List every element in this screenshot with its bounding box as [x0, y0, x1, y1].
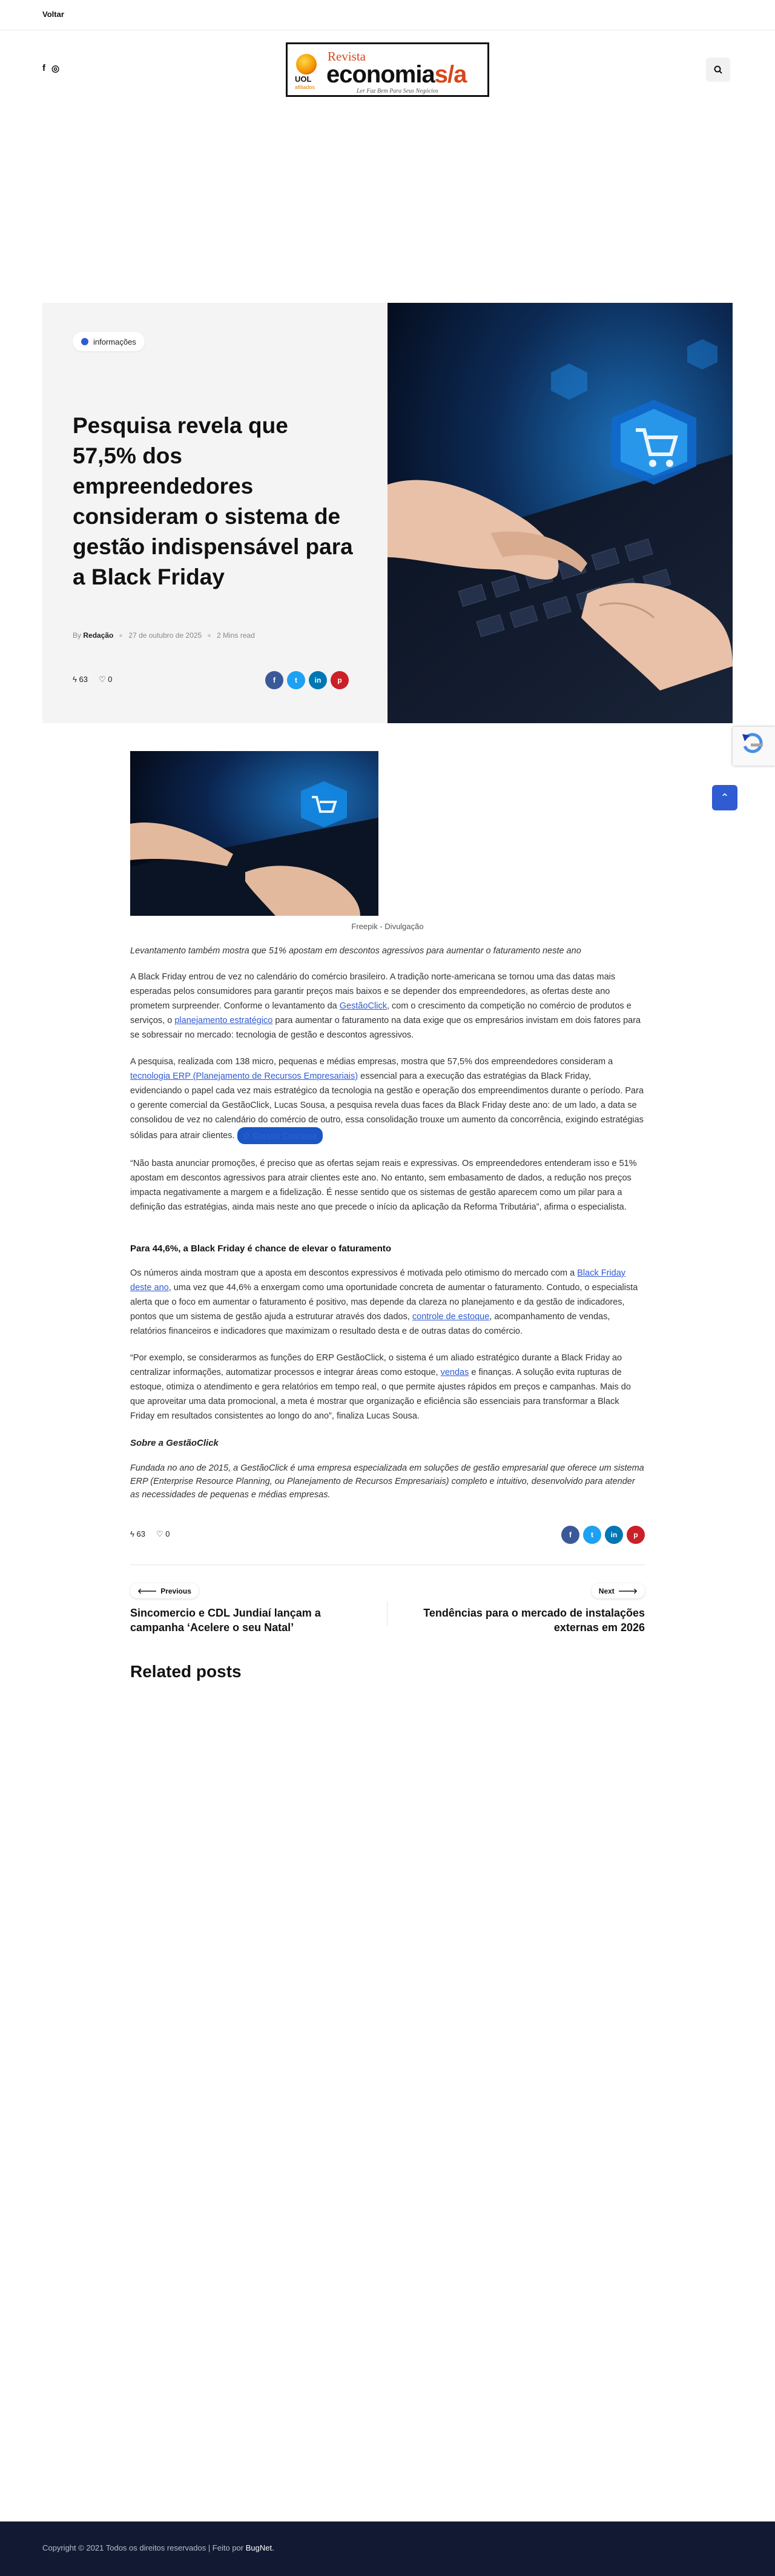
paragraph-5-text-a: “Por exemplo, se considerarmos as funções do ERP GestãoClick, o sistema é um aliado estratégico durante a Black Friday ao centralizar informações, automatizar processos e integrar áreas como estoque,	[130, 1353, 622, 1377]
chevron-up-icon: ⌃	[720, 791, 730, 804]
author-line	[73, 631, 113, 640]
paragraph-4-text-a: Os números ainda mostram que a aposta em descontos expressivos é motivada pelo otimismo do mercado com a	[130, 1268, 578, 1278]
post-navigation	[130, 1583, 645, 1644]
article-photo-illustration	[130, 751, 378, 916]
share-count	[73, 675, 88, 684]
read-time: 2 Mins read	[217, 631, 255, 640]
hero-text	[42, 303, 388, 723]
hero-image	[388, 303, 733, 723]
image-caption: Freepik - Divulgação	[351, 922, 424, 931]
paragraph-4-text-c: , acompanhamento de vendas, relatórios financeiros e indicadores que maximizam o resultado desta e de outras datas do comércio.	[130, 1312, 610, 1336]
recaptcha-icon	[733, 727, 775, 766]
section-heading: Para 44,6%, a Black Friday é chance de elevar o faturamento	[130, 1243, 392, 1254]
share-count-bottom	[130, 1529, 145, 1539]
post-stats	[73, 675, 113, 684]
coursera-badge[interactable]	[237, 1127, 323, 1144]
paragraph-1-text-c: para aumentar o faturamento na data exige que os empresários invistam em dois fatores para se sobressair no mercado: tecnologia de gestão e descontos agressivos.	[130, 1016, 641, 1040]
share-pinterest-button[interactable]: p	[331, 671, 349, 689]
back-link[interactable]: Voltar	[42, 10, 64, 19]
paragraph-5	[130, 1351, 645, 1423]
author-name[interactable]: Redação	[83, 631, 114, 640]
like-count-value: 0	[108, 675, 113, 684]
share-linkedin-button[interactable]: in	[309, 671, 327, 689]
lightning-icon: ϟ	[73, 675, 77, 684]
share-pinterest-button[interactable]: p	[627, 1526, 645, 1544]
facebook-icon[interactable]: f	[42, 63, 45, 73]
divider	[130, 1564, 645, 1565]
previous-label: Previous	[160, 1586, 191, 1595]
next-post-title[interactable]: Tendências para o mercado de instalações externas em 2026	[423, 1607, 645, 1634]
share-linkedin-button[interactable]: in	[605, 1526, 623, 1544]
site-footer	[0, 2521, 775, 2576]
logo-uol-text: UOL	[295, 74, 312, 84]
tecnologia-erp-link[interactable]: tecnologia ERP (Planejamento de Recursos Empresariais)	[130, 1071, 358, 1081]
site-header	[0, 36, 775, 103]
next-post[interactable]	[403, 1583, 645, 1635]
share-facebook-button[interactable]: f	[265, 671, 283, 689]
category-pill[interactable]	[73, 332, 145, 351]
previous-post[interactable]	[130, 1583, 372, 1635]
coursera-badge-label: Cursos Coursera	[252, 1131, 317, 1140]
site-logo[interactable]	[286, 42, 489, 97]
arrow-right-icon: 🡒	[618, 1587, 638, 1595]
instagram-icon[interactable]: ◎	[51, 64, 60, 74]
paragraph-1-text-b: , com o crescimento da competição no comércio de produtos e serviços, o	[130, 1001, 632, 1025]
search-icon	[714, 65, 722, 74]
next-button[interactable]	[592, 1583, 645, 1598]
post-date: 27 de outubro de 2025	[128, 631, 202, 640]
paragraph-1-text-a: A Black Friday entrou de vez no calendário do comércio brasileiro. A tradição norte-americana se tornou uma das datas mais esperadas pelos consumidores para garantir preços mais baixos e se depender dos empreendedores, as ofertas deste ano prometem surpreender. Conforme o levantamento da	[130, 972, 616, 1011]
share-count-value: 63	[79, 675, 88, 684]
share-buttons-bottom	[561, 1526, 645, 1544]
black-friday-link[interactable]: Black Friday deste ano	[130, 1268, 626, 1293]
uol-globe-icon	[296, 54, 317, 74]
share-twitter-button[interactable]: t	[583, 1526, 601, 1544]
post-meta	[73, 631, 255, 640]
share-twitter-button[interactable]: t	[287, 671, 305, 689]
paragraph-2	[130, 1055, 645, 1144]
recaptcha-badge[interactable]	[733, 727, 775, 766]
share-buttons	[265, 671, 349, 689]
vendas-link[interactable]: vendas	[440, 1368, 469, 1377]
related-posts-heading: Related posts	[130, 1662, 242, 1681]
like-count-bottom[interactable]	[156, 1529, 170, 1539]
paragraph-4-text-b: , uma vez que 44,6% a enxergam como uma oportunidade concreta de aumentar o faturamento. Contudo, o especialista alerta que o foco em aumentar o faturamento é positivo, mas depende da clareza no planejamento e da gestão de indicadores, pontos que um sistema de gestão ajuda a estruturar através dos dados,	[130, 1283, 638, 1322]
post-stats-bottom	[130, 1529, 170, 1539]
lightning-icon: ϟ	[130, 1529, 134, 1538]
paragraph-3: “Não basta anunciar promoções, é preciso que as ofertas sejam reais e expressivas. Os empreendedores entenderam isso e 51% apostam em descontos agressivos para atrair clientes este ano. No entanto, sem embasamento de dados, a redução nos preços impacta negativamente a margem e a fidelização. É nesse sentido que os sistemas de gestão aparecem como um pilar para a definição das estratégias, ainda mais neste ano que precede o início da aplicação da Reforma Tributária”, afirma o especialista.	[130, 1159, 637, 1212]
paragraph-1	[130, 970, 645, 1042]
bugnet-link[interactable]: BugNet.	[245, 2543, 274, 2552]
logo-brand-main: economia	[326, 61, 435, 88]
back-to-top-button[interactable]	[712, 785, 737, 810]
coursera-icon: ⊙	[243, 1131, 250, 1140]
previous-button[interactable]	[130, 1583, 199, 1598]
article-lede: Levantamento também mostra que 51% apostam em descontos agressivos para aumentar o faturamento neste ano	[130, 946, 581, 956]
category-label: informações	[93, 337, 136, 346]
category-dot-icon	[81, 338, 88, 345]
copyright-text: Copyright © 2021 Todos os direitos reservados | Feito por	[42, 2543, 246, 2552]
paragraph-4	[130, 1266, 645, 1339]
copyright	[42, 2543, 274, 2552]
heart-icon: ♡	[98, 675, 106, 684]
gestaoclick-link[interactable]: GestãoClick	[339, 1001, 387, 1011]
search-button[interactable]	[706, 58, 730, 82]
logo-brand	[326, 61, 466, 88]
article-image	[130, 751, 378, 916]
article-footer-row	[130, 1526, 645, 1544]
like-count[interactable]	[99, 675, 113, 684]
hero-photo-illustration	[388, 303, 733, 723]
author-prefix: By	[73, 631, 82, 640]
top-bar	[0, 0, 775, 30]
share-count-bottom-value: 63	[136, 1529, 145, 1538]
article-body	[130, 751, 645, 1681]
meta-separator	[119, 634, 122, 637]
arrow-left-icon: 🡐	[137, 1587, 157, 1595]
hero-section	[42, 303, 733, 723]
paragraph-2-text-b: essencial para a execução das estratégias da Black Friday, evidenciando o papel cada vez mais estratégico da tecnologia na gestão e operação dos empreendimentos durante o período. Para o gerente comercial da GestãoClick, Lucas Sousa, a pesquisa revela duas faces da Black Friday deste ano: de um lado, a data se consolidou de vez no calendário do comércio de outro, essa consolidação trouxe um aumento da concorrência, exigindo estratégias sólidas para atrair clientes.	[130, 1071, 644, 1141]
about-title: Sobre a GestãoClick	[130, 1438, 219, 1448]
previous-post-title[interactable]: Sincomercio e CDL Jundiaí lançam a campanha ‘Acelere o seu Natal’	[130, 1607, 321, 1634]
share-facebook-button[interactable]: f	[561, 1526, 579, 1544]
next-label: Next	[598, 1586, 615, 1595]
like-count-bottom-value: 0	[165, 1529, 170, 1538]
logo-revista: Revista	[328, 49, 366, 64]
about-text: Fundada no ano de 2015, a GestãoClick é uma empresa especializada em soluções de gestão empresarial que oferece um sistema ERP (Enterprise Resource Planning, ou Planejamento de Recursos Empresariais) completo e intuitivo, desenvolvido para atender as necessidades de pequenas e médias empresas.	[130, 1463, 644, 1500]
meta-separator	[208, 634, 211, 637]
logo-uol-sub: afiliados	[295, 84, 315, 90]
heart-icon: ♡	[156, 1529, 163, 1538]
nav-divider	[387, 1601, 388, 1626]
paragraph-5-text-b: e finanças. A solução evita rupturas de estoque, otimiza o atendimento e gera relatórios em tempo real, o que permite ajustes rápidos em preços e campanhas. Mais do que aproveitar uma data promocional, a meta é mostrar que organização e eficiência são essenciais para transformar a Black Friday em resultados consistentes ao longo do ano”, finaliza Lucas Sousa.	[130, 1368, 631, 1421]
logo-brand-accent: s/a	[434, 61, 467, 88]
logo-tagline: Ler Faz Bem Para Seus Negócios	[357, 88, 438, 94]
post-title: Pesquisa revela que 57,5% dos empreendedores consideram o sistema de gestão indispensável para a Black Friday	[73, 413, 353, 589]
controle-estoque-link[interactable]: controle de estoque	[412, 1312, 490, 1322]
social-links	[42, 63, 59, 74]
paragraph-2-text-a: A pesquisa, realizada com 138 micro, pequenas e médias empresas, mostra que 57,5% dos empreendedores consideram a	[130, 1057, 613, 1067]
planejamento-estrategico-link[interactable]: planejamento estratégico	[174, 1016, 273, 1025]
